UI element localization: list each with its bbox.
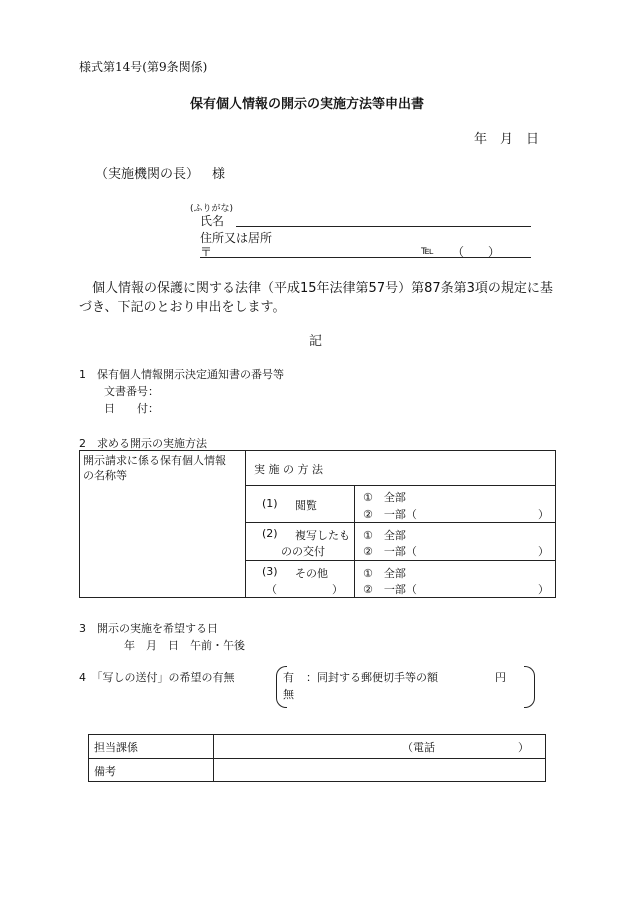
name-label: 氏名 — [200, 214, 225, 228]
section2-title: 2 求める開示の実施方法 — [79, 437, 207, 450]
send-yes: 有 — [283, 671, 294, 684]
method2-label2: のの交付 — [281, 545, 325, 558]
method2-opt1: ① 全部 — [363, 529, 406, 542]
method1-label: 閲覧 — [295, 499, 317, 512]
method2-label: 複写したも — [295, 529, 350, 542]
method3-num: (3) — [262, 565, 278, 578]
method3-opt1: ① 全部 — [363, 567, 406, 580]
section3-title: 3 開示の実施を希望する日 — [79, 622, 218, 635]
method2-opt2: ② 一部（ — [363, 545, 417, 558]
postal-mark: 〒 — [200, 245, 213, 259]
header-col2: 実 施 の 方 法 — [254, 463, 323, 476]
yen-label: 円 — [495, 671, 506, 684]
method2-close: ） — [538, 545, 549, 558]
tel-paren: （ ） — [452, 245, 501, 259]
doc-number-label: 文書番号： — [104, 385, 159, 398]
ki-heading: 記 — [309, 334, 323, 349]
method3-opt2: ② 一部（ — [363, 583, 417, 596]
method3-close: ） — [538, 583, 549, 596]
addressee: （実施機関の長） — [95, 167, 200, 182]
send-yes-detail: ：同封する郵便切手等の額 — [306, 671, 438, 684]
remarks-label: 備考 — [94, 765, 116, 778]
address-label: 住所又は居所 — [200, 231, 273, 245]
furigana-label: (ふりがな) — [190, 204, 234, 214]
doc-date-label: 日 付： — [104, 402, 159, 415]
header-col1-line2: の名称等 — [83, 469, 127, 482]
body-text-line1: 個人情報の保護に関する法律（平成15年法律第57号）第87条第3項の規定に基 — [92, 281, 553, 296]
section4-title: 4 「写しの送付」の希望の有無 — [79, 671, 235, 684]
addressee-suffix: 様 — [212, 167, 226, 182]
date-line: 年 月 日 — [474, 132, 540, 147]
method2-num: (2) — [262, 527, 278, 540]
form-number: 様式第14号(第9条関係) — [79, 60, 208, 74]
phone-close: ） — [518, 741, 529, 754]
header-col1-line1: 開示請求に係る保有個人情報 — [83, 454, 226, 467]
phone-label: （電話 — [402, 741, 435, 754]
method1-close: ） — [538, 508, 549, 521]
method1-num: (1) — [262, 497, 278, 510]
send-no: 無 — [283, 688, 294, 701]
document-title: 保有個人情報の開示の実施方法等申出書 — [190, 97, 425, 112]
method1-opt2: ② 一部（ — [363, 508, 417, 521]
body-text-line2: づき、下記のとおり申出をします。 — [79, 300, 286, 315]
dept-label: 担当課係 — [94, 741, 138, 754]
method3-label2: （ ） — [266, 583, 343, 596]
address-line — [200, 257, 531, 258]
section1-title: 1 保有個人情報開示決定通知書の番号等 — [79, 368, 284, 381]
section3-date-text: 年 月 日 午前・午後 — [124, 639, 245, 652]
method1-opt1: ① 全部 — [363, 491, 406, 504]
method3-label: その他 — [295, 567, 328, 580]
name-line — [236, 226, 531, 227]
tel-label: ℡ — [421, 243, 434, 257]
right-bracket — [524, 666, 535, 708]
